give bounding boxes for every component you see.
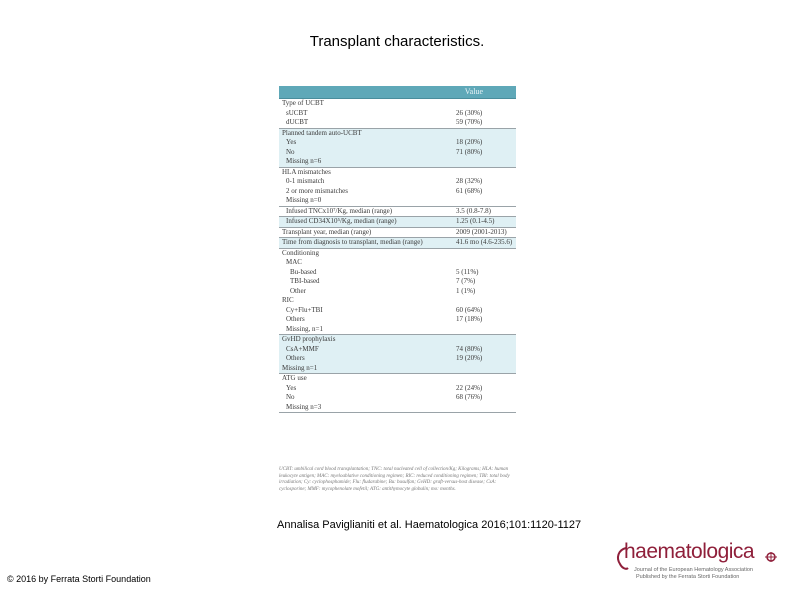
row-label: Others [286, 354, 305, 362]
table-footnote: UCBT: umbilical cord blood transplantation; TNC: total nucleated cell of collection/Kg; Kilograms; HLA: human leukocyte antigen; MAC: myeloablative conditioning regimen; RIC: reduced conditioning regimen; TBI: total body irradiation; Cy: cyclophosphamide; Flu: fludarabine; Bu: busulfan; GvHD: graft-versus-host disease; CsA: cyclosporine; MMF: mycophenolate mofetil; ATG: antithymocyte globulin; mo: months. [279, 467, 510, 492]
table-row [279, 364, 516, 374]
table-row [279, 238, 516, 248]
table-row [279, 384, 516, 394]
row-value: 19 (20%) [456, 354, 483, 362]
row-label: Missing, n=1 [286, 324, 324, 333]
row-label: Infused CD34X10⁵/Kg, median (range) [286, 217, 397, 225]
table-row [279, 258, 516, 268]
row-value: 17 (18%) [456, 315, 483, 323]
row-label: Other [290, 286, 306, 295]
table-row [279, 345, 516, 355]
row-label: Type of UCBT [282, 99, 324, 107]
table-row [279, 249, 516, 259]
row-value: 7 (7%) [456, 277, 476, 285]
table-row [279, 148, 516, 158]
row-label: Cy+Flu+TBI [286, 305, 323, 314]
table-row [279, 196, 516, 206]
table-row [279, 393, 516, 403]
row-value: 22 (24%) [456, 383, 483, 392]
row-label: Others [286, 315, 305, 323]
table-row [279, 228, 516, 238]
table-row [279, 268, 516, 278]
table-body [279, 99, 516, 413]
header-value: Value [464, 87, 483, 96]
row-label: Planned tandem auto-UCBT [282, 128, 362, 137]
slide-title: Transplant characteristics. [309, 33, 485, 50]
table-row [279, 177, 516, 187]
row-value: 61 (68%) [456, 186, 483, 195]
table-section [279, 168, 516, 207]
table-row [279, 207, 516, 217]
row-value: 60 (64%) [456, 305, 483, 314]
table-row [279, 325, 516, 335]
table-row [279, 277, 516, 287]
table-row [279, 287, 516, 297]
row-label: HLA mismatches [282, 167, 331, 176]
table-row [279, 354, 516, 364]
transplant-table [279, 86, 516, 413]
table-section [279, 238, 516, 249]
row-label: Missing n=0 [286, 196, 322, 204]
row-value: 71 (80%) [456, 147, 483, 156]
row-label: No [286, 147, 295, 156]
row-label: RIC [282, 296, 294, 304]
row-value: 74 (80%) [456, 344, 483, 353]
table-row [279, 157, 516, 167]
table-section [279, 249, 516, 336]
table-row [279, 109, 516, 119]
table-row [279, 168, 516, 178]
row-value: 3.5 (0.8-7.8) [456, 206, 491, 215]
table-row [279, 296, 516, 306]
table-section [279, 335, 516, 374]
row-value: 41.6 mo (4.6-235.6) [456, 238, 513, 246]
row-label: Yes [286, 138, 297, 146]
row-value: 28 (32%) [456, 177, 483, 185]
row-value: 59 (70%) [456, 118, 483, 126]
table-section [279, 207, 516, 218]
row-label: No [286, 393, 295, 401]
row-label: sUCBT [286, 108, 308, 117]
haematologica-logo [614, 542, 784, 580]
table-section [279, 228, 516, 239]
table-row [279, 403, 516, 413]
row-label: dUCBT [286, 118, 309, 126]
table-row [279, 99, 516, 109]
row-label: TBI-based [290, 277, 320, 285]
table-section [279, 129, 516, 168]
row-value: 26 (30%) [456, 108, 483, 117]
table-row [279, 374, 516, 384]
citation: Annalisa Paviglianiti et al. Haematologica 2016;101:1120-1127 [277, 519, 582, 531]
row-label: CsA+MMF [286, 344, 319, 353]
table-section [279, 99, 516, 129]
logo-wordmark: haematologica [624, 540, 755, 563]
table-header [279, 86, 516, 99]
row-label: Bu-based [290, 267, 317, 276]
row-label: MAC [286, 258, 302, 266]
row-value: 2009 (2001-2013) [456, 227, 507, 236]
table-row [279, 187, 516, 197]
row-label: Missing n=3 [286, 402, 322, 411]
table-row [279, 217, 516, 227]
table-row [279, 129, 516, 139]
row-label: 0-1 mismatch [286, 177, 325, 185]
table-section [279, 217, 516, 228]
row-label: Conditioning [282, 248, 319, 257]
table-row [279, 138, 516, 148]
table-row [279, 306, 516, 316]
table-row [279, 315, 516, 325]
row-label: ATG use [282, 374, 307, 382]
copyright: © 2016 by Ferrata Storti Foundation [7, 574, 151, 584]
logo-tagline-publisher: Published by the Ferrata Storti Foundation [636, 574, 740, 580]
table-row [279, 118, 516, 128]
row-value: 68 (76%) [456, 393, 483, 401]
row-value: 1.25 (0.1-4.5) [456, 217, 495, 225]
row-value: 18 (20%) [456, 138, 483, 146]
row-label: Yes [286, 383, 297, 392]
table-row [279, 335, 516, 345]
row-label: Transplant year, median (range) [282, 227, 372, 236]
row-label: GvHD prophylaxis [282, 335, 336, 343]
row-label: Missing n=1 [282, 363, 318, 372]
row-label: Missing n=6 [286, 157, 322, 165]
logo-tagline-journal: Journal of the European Hematology Association [634, 567, 753, 573]
row-label: Infused TNCx10⁷/Kg, median (range) [286, 206, 393, 215]
row-label: 2 or more mismatches [286, 186, 349, 195]
row-value: 5 (11%) [456, 267, 479, 276]
table-section [279, 374, 516, 413]
logo-emblem-icon [764, 551, 778, 563]
row-value: 1 (1%) [456, 286, 476, 295]
row-label: Time from diagnosis to transplant, median (range) [282, 238, 423, 246]
